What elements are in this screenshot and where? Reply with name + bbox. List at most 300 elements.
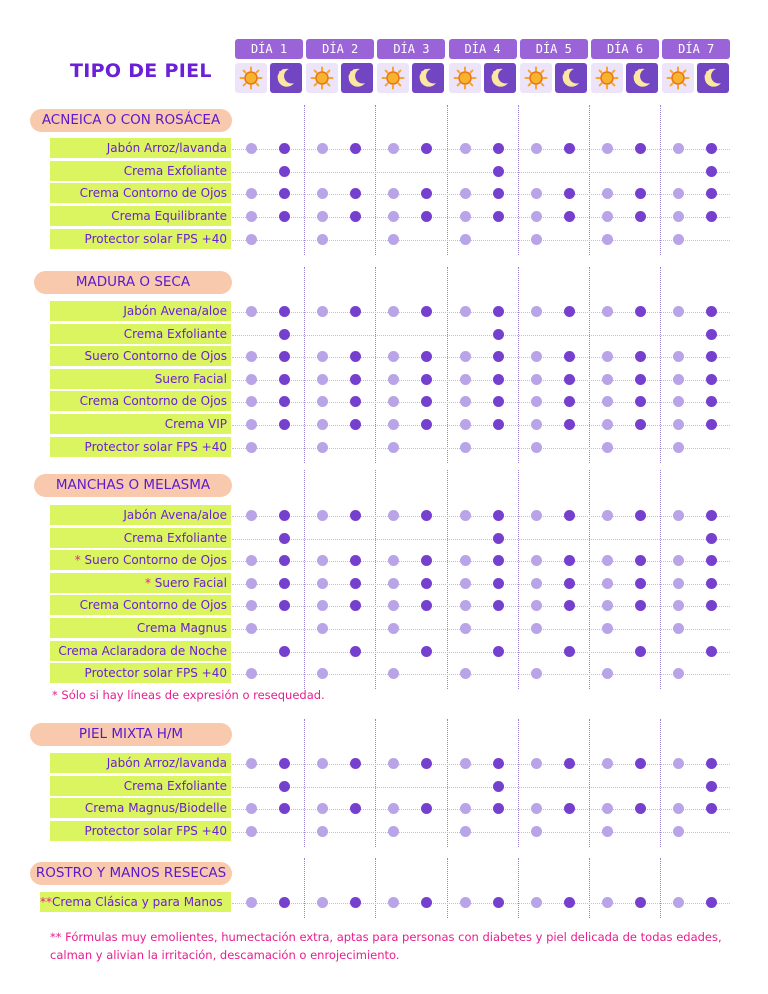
night-dot bbox=[706, 646, 717, 657]
night-dot bbox=[564, 758, 575, 769]
morning-dot bbox=[460, 306, 471, 317]
night-dot bbox=[706, 211, 717, 222]
sun-icon bbox=[306, 63, 338, 93]
product-label bbox=[50, 573, 231, 593]
morning-dot bbox=[531, 234, 542, 245]
row-guide bbox=[232, 584, 730, 585]
product-name: Crema Magnus bbox=[136, 621, 227, 635]
day-header-6: DÍA 6 bbox=[591, 39, 659, 59]
morning-dot bbox=[317, 600, 328, 611]
morning-dot bbox=[460, 351, 471, 362]
night-dot bbox=[564, 419, 575, 430]
product-name: Crema Magnus/Biodelle bbox=[84, 801, 227, 816]
morning-dot bbox=[602, 803, 613, 814]
row-guide bbox=[232, 217, 730, 218]
night-dot bbox=[421, 578, 432, 589]
morning-dot bbox=[602, 668, 613, 679]
row-guide bbox=[232, 194, 730, 195]
night-dot bbox=[421, 600, 432, 611]
night-dot bbox=[279, 758, 290, 769]
night-dot bbox=[350, 188, 361, 199]
morning-dot bbox=[460, 600, 471, 611]
moon-icon bbox=[412, 63, 444, 93]
morning-dot bbox=[246, 600, 257, 611]
morning-dot bbox=[531, 188, 542, 199]
morning-dot bbox=[602, 826, 613, 837]
night-dot bbox=[279, 374, 290, 385]
product-name: Crema Exfoliante bbox=[123, 778, 227, 793]
night-dot bbox=[493, 211, 504, 222]
morning-dot bbox=[460, 758, 471, 769]
night-dot bbox=[421, 803, 432, 814]
night-dot bbox=[421, 646, 432, 657]
morning-dot bbox=[673, 555, 684, 566]
night-dot bbox=[635, 374, 646, 385]
morning-dot bbox=[317, 578, 328, 589]
morning-dot bbox=[602, 419, 613, 430]
morning-dot bbox=[460, 442, 471, 453]
morning-dot bbox=[531, 600, 542, 611]
morning-dot bbox=[673, 442, 684, 453]
row-guide bbox=[232, 652, 730, 653]
morning-dot bbox=[246, 143, 257, 154]
night-dot bbox=[350, 600, 361, 611]
product-name: Crema Contorno de Ojos bbox=[79, 186, 227, 201]
morning-dot bbox=[246, 419, 257, 430]
morning-dot bbox=[673, 510, 684, 521]
morning-dot bbox=[531, 803, 542, 814]
product-name: Suero Facial bbox=[150, 575, 227, 590]
day-separator bbox=[304, 267, 305, 463]
morning-dot bbox=[460, 374, 471, 385]
product-label bbox=[50, 550, 231, 570]
product-label bbox=[50, 138, 231, 158]
product-name: Crema Contorno de Ojos bbox=[79, 394, 227, 409]
morning-dot bbox=[673, 351, 684, 362]
footnote: ** Fórmulas muy emolientes, humectación extra, aptas para personas con diabetes y piel delicada de todas edades, calman y alivian la irritación, descamación o enrojecimiento. bbox=[50, 930, 722, 962]
product-label bbox=[50, 641, 231, 661]
morning-dot bbox=[246, 555, 257, 566]
morning-dot bbox=[460, 623, 471, 634]
night-dot bbox=[635, 351, 646, 362]
product-name: Crema Contorno de Ojos bbox=[79, 598, 227, 613]
morning-dot bbox=[673, 668, 684, 679]
row-guide bbox=[232, 561, 730, 562]
morning-dot bbox=[460, 143, 471, 154]
day-separator bbox=[375, 105, 376, 255]
night-dot bbox=[706, 188, 717, 199]
night-dot bbox=[493, 803, 504, 814]
row-guide bbox=[232, 312, 730, 313]
morning-dot bbox=[531, 306, 542, 317]
night-dot bbox=[279, 533, 290, 544]
morning-dot bbox=[460, 897, 471, 908]
night-dot bbox=[493, 374, 504, 385]
product-name: Protector solar FPS +40 bbox=[84, 231, 227, 246]
row-guide bbox=[232, 606, 730, 607]
section-title: MANCHAS O MELASMA bbox=[34, 474, 232, 497]
night-dot bbox=[564, 374, 575, 385]
night-dot bbox=[279, 143, 290, 154]
night-dot bbox=[421, 374, 432, 385]
morning-dot bbox=[388, 143, 399, 154]
morning-dot bbox=[246, 578, 257, 589]
night-dot bbox=[493, 351, 504, 362]
page-title: TIPO DE PIEL bbox=[70, 60, 212, 82]
product-name: Jabón Arroz/lavanda bbox=[106, 141, 227, 155]
morning-dot bbox=[246, 758, 257, 769]
night-dot bbox=[493, 646, 504, 657]
night-dot bbox=[635, 646, 646, 657]
sun-icon bbox=[591, 63, 623, 93]
night-dot bbox=[635, 510, 646, 521]
night-dot bbox=[493, 166, 504, 177]
row-guide bbox=[232, 809, 730, 810]
morning-dot bbox=[317, 555, 328, 566]
moon-icon bbox=[341, 63, 373, 93]
morning-dot bbox=[388, 234, 399, 245]
day-separator bbox=[518, 858, 519, 918]
morning-dot bbox=[673, 374, 684, 385]
morning-dot bbox=[460, 188, 471, 199]
day-separator bbox=[447, 267, 448, 463]
product-name: Protector solar FPS +40 bbox=[84, 824, 227, 839]
morning-dot bbox=[460, 396, 471, 407]
day-separator bbox=[447, 858, 448, 918]
morning-dot bbox=[531, 555, 542, 566]
morning-dot bbox=[602, 396, 613, 407]
night-dot bbox=[279, 510, 290, 521]
day-separator bbox=[660, 105, 661, 255]
morning-dot bbox=[388, 668, 399, 679]
product-label bbox=[50, 595, 231, 615]
morning-dot bbox=[602, 623, 613, 634]
moon-icon bbox=[270, 63, 302, 93]
morning-dot bbox=[460, 803, 471, 814]
night-dot bbox=[635, 578, 646, 589]
day-header-3: DÍA 3 bbox=[377, 39, 445, 59]
morning-dot bbox=[602, 374, 613, 385]
night-dot bbox=[350, 306, 361, 317]
morning-dot bbox=[460, 211, 471, 222]
night-dot bbox=[421, 143, 432, 154]
morning-dot bbox=[317, 510, 328, 521]
morning-dot bbox=[531, 211, 542, 222]
product-name: Suero Contorno de Ojos bbox=[84, 349, 227, 364]
night-dot bbox=[706, 166, 717, 177]
night-dot bbox=[279, 555, 290, 566]
day-separator bbox=[589, 267, 590, 463]
night-dot bbox=[279, 166, 290, 177]
night-dot bbox=[350, 803, 361, 814]
sun-icon bbox=[662, 63, 694, 93]
night-dot bbox=[635, 143, 646, 154]
morning-dot bbox=[602, 143, 613, 154]
day-header-5: DÍA 5 bbox=[520, 39, 588, 59]
night-dot bbox=[564, 396, 575, 407]
night-dot bbox=[493, 555, 504, 566]
morning-dot bbox=[388, 600, 399, 611]
morning-dot bbox=[317, 419, 328, 430]
morning-dot bbox=[246, 897, 257, 908]
night-dot bbox=[635, 188, 646, 199]
night-dot bbox=[564, 351, 575, 362]
morning-dot bbox=[673, 234, 684, 245]
morning-dot bbox=[388, 510, 399, 521]
morning-dot bbox=[673, 803, 684, 814]
night-dot bbox=[279, 600, 290, 611]
morning-dot bbox=[460, 668, 471, 679]
night-dot bbox=[706, 306, 717, 317]
morning-dot bbox=[317, 758, 328, 769]
night-dot bbox=[706, 803, 717, 814]
product-label bbox=[50, 505, 231, 525]
morning-dot bbox=[246, 211, 257, 222]
product-label bbox=[50, 776, 231, 796]
night-dot bbox=[635, 419, 646, 430]
day-separator bbox=[447, 105, 448, 255]
row-guide bbox=[232, 357, 730, 358]
morning-dot bbox=[531, 668, 542, 679]
morning-dot bbox=[388, 396, 399, 407]
morning-dot bbox=[673, 306, 684, 317]
product-label bbox=[50, 753, 231, 773]
product-name: Crema Exfoliante bbox=[123, 326, 227, 341]
morning-dot bbox=[317, 351, 328, 362]
night-dot bbox=[279, 351, 290, 362]
morning-dot bbox=[246, 188, 257, 199]
morning-dot bbox=[460, 419, 471, 430]
product-label bbox=[50, 369, 231, 389]
morning-dot bbox=[317, 374, 328, 385]
night-dot bbox=[421, 211, 432, 222]
morning-dot bbox=[673, 578, 684, 589]
morning-dot bbox=[673, 623, 684, 634]
morning-dot bbox=[317, 396, 328, 407]
product-name: Jabón Avena/aloe bbox=[123, 508, 227, 522]
night-dot bbox=[564, 600, 575, 611]
morning-dot bbox=[531, 351, 542, 362]
morning-dot bbox=[460, 555, 471, 566]
day-separator bbox=[304, 858, 305, 918]
sun-icon bbox=[520, 63, 552, 93]
morning-dot bbox=[317, 826, 328, 837]
morning-dot bbox=[602, 234, 613, 245]
night-dot bbox=[350, 555, 361, 566]
night-dot bbox=[706, 396, 717, 407]
product-name: Crema Clásica y para Manos bbox=[52, 895, 223, 909]
day-header-1: DÍA 1 bbox=[235, 39, 303, 59]
night-dot bbox=[350, 510, 361, 521]
night-dot bbox=[350, 646, 361, 657]
morning-dot bbox=[388, 758, 399, 769]
night-dot bbox=[706, 143, 717, 154]
morning-dot bbox=[602, 306, 613, 317]
row-guide bbox=[232, 380, 730, 381]
morning-dot bbox=[673, 396, 684, 407]
morning-dot bbox=[388, 419, 399, 430]
morning-dot bbox=[317, 803, 328, 814]
morning-dot bbox=[246, 374, 257, 385]
moon-icon bbox=[697, 63, 729, 93]
row-guide bbox=[232, 240, 730, 241]
night-dot bbox=[350, 897, 361, 908]
morning-dot bbox=[531, 442, 542, 453]
product-label bbox=[50, 229, 231, 249]
night-dot bbox=[493, 188, 504, 199]
product-name: Protector solar FPS +40 bbox=[84, 666, 227, 681]
morning-dot bbox=[673, 188, 684, 199]
morning-dot bbox=[246, 803, 257, 814]
row-guide bbox=[232, 832, 730, 833]
morning-dot bbox=[460, 578, 471, 589]
section-title: MADURA O SECA bbox=[34, 271, 232, 294]
night-dot bbox=[564, 897, 575, 908]
day-separator bbox=[589, 105, 590, 255]
night-dot bbox=[279, 188, 290, 199]
day-separator bbox=[518, 105, 519, 255]
day-separator bbox=[304, 470, 305, 689]
night-dot bbox=[350, 143, 361, 154]
night-dot bbox=[493, 897, 504, 908]
morning-dot bbox=[602, 442, 613, 453]
night-dot bbox=[279, 803, 290, 814]
morning-dot bbox=[246, 668, 257, 679]
night-dot bbox=[421, 351, 432, 362]
night-dot bbox=[421, 396, 432, 407]
morning-dot bbox=[388, 826, 399, 837]
morning-dot bbox=[673, 143, 684, 154]
morning-dot bbox=[531, 897, 542, 908]
night-dot bbox=[279, 781, 290, 792]
day-separator bbox=[375, 267, 376, 463]
morning-dot bbox=[673, 826, 684, 837]
morning-dot bbox=[602, 578, 613, 589]
morning-dot bbox=[317, 306, 328, 317]
morning-dot bbox=[246, 396, 257, 407]
night-dot bbox=[279, 306, 290, 317]
product-label bbox=[50, 301, 231, 321]
morning-dot bbox=[531, 826, 542, 837]
row-guide bbox=[232, 674, 730, 675]
night-dot bbox=[635, 758, 646, 769]
morning-dot bbox=[388, 374, 399, 385]
morning-dot bbox=[673, 211, 684, 222]
row-guide bbox=[232, 448, 730, 449]
row-guide bbox=[232, 629, 730, 630]
night-dot bbox=[564, 578, 575, 589]
day-separator bbox=[447, 719, 448, 847]
night-dot bbox=[493, 306, 504, 317]
morning-dot bbox=[602, 351, 613, 362]
night-dot bbox=[279, 329, 290, 340]
night-dot bbox=[279, 578, 290, 589]
morning-dot bbox=[673, 897, 684, 908]
product-name: Jabón Avena/aloe bbox=[123, 304, 227, 318]
product-label bbox=[50, 798, 231, 818]
product-label bbox=[40, 892, 231, 912]
section-title: ACNEICA O CON ROSÁCEA bbox=[30, 109, 232, 132]
day-header-2: DÍA 2 bbox=[306, 39, 374, 59]
row-guide bbox=[232, 516, 730, 517]
morning-dot bbox=[388, 211, 399, 222]
morning-dot bbox=[673, 758, 684, 769]
morning-dot bbox=[673, 600, 684, 611]
night-dot bbox=[350, 419, 361, 430]
morning-dot bbox=[388, 442, 399, 453]
night-dot bbox=[493, 781, 504, 792]
night-dot bbox=[350, 396, 361, 407]
row-guide bbox=[232, 402, 730, 403]
day-separator bbox=[518, 267, 519, 463]
product-label bbox=[50, 161, 231, 181]
product-name: Crema VIP bbox=[164, 417, 227, 431]
morning-dot bbox=[246, 442, 257, 453]
section-title: PIEL MIXTA H/M bbox=[30, 723, 232, 746]
morning-dot bbox=[531, 623, 542, 634]
product-label bbox=[50, 183, 231, 203]
night-dot bbox=[564, 143, 575, 154]
night-dot bbox=[350, 374, 361, 385]
night-dot bbox=[350, 758, 361, 769]
product-name: Crema Equilibrante bbox=[111, 209, 227, 224]
morning-dot bbox=[317, 442, 328, 453]
morning-dot bbox=[317, 668, 328, 679]
morning-dot bbox=[460, 510, 471, 521]
product-label bbox=[50, 414, 231, 434]
day-separator bbox=[375, 470, 376, 689]
night-dot bbox=[706, 897, 717, 908]
night-dot bbox=[493, 533, 504, 544]
morning-dot bbox=[388, 555, 399, 566]
product-label bbox=[50, 324, 231, 344]
sun-icon bbox=[449, 63, 481, 93]
product-label bbox=[50, 663, 231, 683]
row-guide bbox=[232, 149, 730, 150]
day-separator bbox=[660, 858, 661, 918]
night-dot bbox=[635, 306, 646, 317]
morning-dot bbox=[602, 600, 613, 611]
morning-dot bbox=[317, 188, 328, 199]
day-separator bbox=[375, 719, 376, 847]
morning-dot bbox=[388, 188, 399, 199]
night-dot bbox=[706, 419, 717, 430]
night-dot bbox=[564, 306, 575, 317]
moon-icon bbox=[484, 63, 516, 93]
night-dot bbox=[564, 803, 575, 814]
morning-dot bbox=[388, 803, 399, 814]
night-dot bbox=[279, 211, 290, 222]
day-separator bbox=[589, 858, 590, 918]
morning-dot bbox=[531, 143, 542, 154]
asterisk-marker: * bbox=[144, 575, 151, 590]
night-dot bbox=[421, 419, 432, 430]
section-title: ROSTRO Y MANOS RESECAS bbox=[30, 862, 232, 885]
row-guide bbox=[232, 425, 730, 426]
night-dot bbox=[279, 419, 290, 430]
product-name: Protector solar FPS +40 bbox=[84, 439, 227, 454]
night-dot bbox=[279, 396, 290, 407]
product-label bbox=[50, 391, 231, 411]
morning-dot bbox=[388, 578, 399, 589]
morning-dot bbox=[602, 211, 613, 222]
morning-dot bbox=[246, 510, 257, 521]
day-separator bbox=[304, 105, 305, 255]
night-dot bbox=[635, 396, 646, 407]
morning-dot bbox=[673, 419, 684, 430]
night-dot bbox=[421, 758, 432, 769]
product-name: Jabón Arroz/lavanda bbox=[106, 756, 227, 770]
